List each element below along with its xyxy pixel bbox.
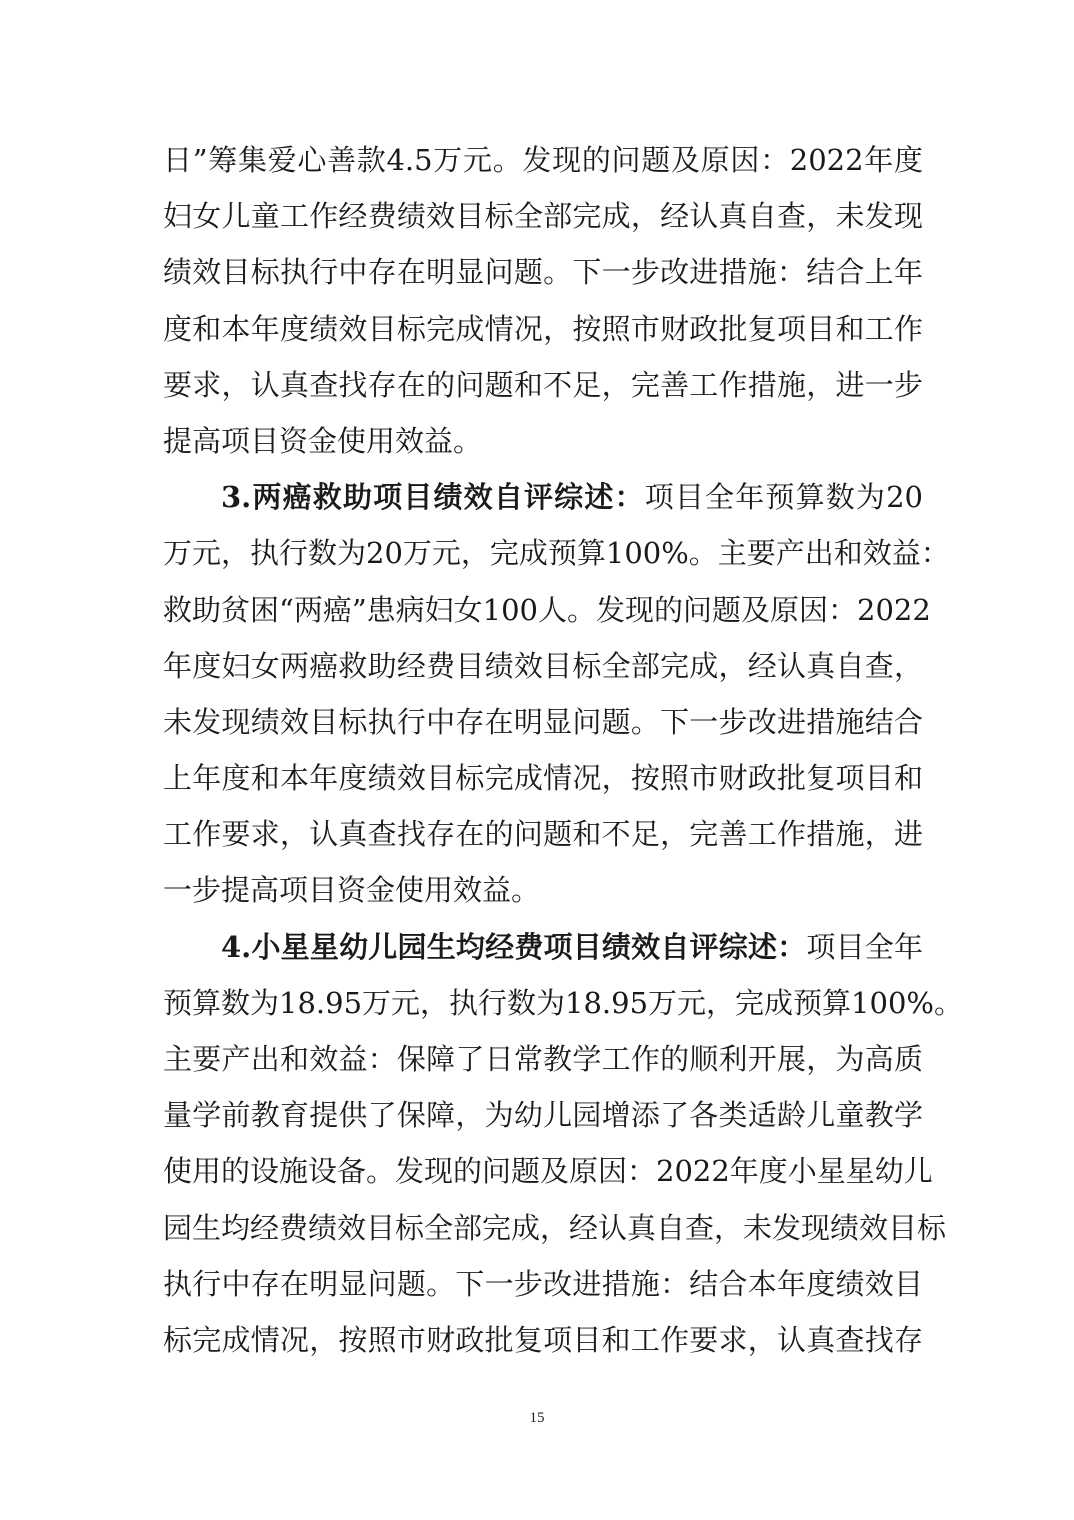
line-text: 量学前教育提供了保障，为幼儿园增添了各类适龄儿童教学 <box>163 1098 923 1133</box>
line-text: 提高项目资金使用效益。 <box>163 423 483 458</box>
text-line <box>163 975 963 1031</box>
text-line <box>163 1312 923 1368</box>
text-line <box>163 1143 933 1199</box>
line-text: 万元，执行数为20万元，完成预算100%。主要产出和效益： <box>163 536 950 571</box>
text-line <box>163 919 923 975</box>
line-text: 预算数为18.95万元，执行数为18.95万元，完成预算100%。 <box>163 985 963 1020</box>
text-line <box>163 469 923 525</box>
text-line <box>163 750 923 806</box>
text-line <box>163 357 923 413</box>
text-line <box>163 1256 923 1312</box>
line-text: 项目全年预算数为20 <box>644 480 923 515</box>
line-text: 年度妇女两癌救助经费目绩效目标全部完成，经认真自查， <box>163 648 923 683</box>
body-text <box>163 132 963 1368</box>
text-line <box>163 244 923 300</box>
text-line <box>163 413 923 469</box>
text-line <box>163 1031 923 1087</box>
line-text: 日”筹集爱心善款4.5万元。发现的问题及原因：2022年度 <box>163 143 923 177</box>
text-line <box>163 806 923 862</box>
text-line <box>163 188 923 244</box>
line-text: 标完成情况，按照市财政批复项目和工作要求，认真查找存 <box>163 1322 923 1357</box>
line-text: 项目全年 <box>806 929 923 964</box>
text-line <box>163 525 950 581</box>
text-line <box>163 694 923 750</box>
page-number: 15 <box>529 1410 545 1426</box>
line-text: 使用的设施设备。发现的问题及原因：2022年度小星星幼儿 <box>163 1154 933 1189</box>
line-text: 工作要求，认真查找存在的问题和不足，完善工作措施，进 <box>163 817 923 852</box>
text-line <box>163 1200 947 1256</box>
line-text: 园生均经费绩效目标全部完成，经认真自查，未发现绩效目标 <box>163 1210 947 1245</box>
text-line <box>163 301 923 357</box>
line-text: 一步提高项目资金使用效益。 <box>163 873 541 908</box>
text-line <box>163 638 923 694</box>
text-line <box>163 862 923 918</box>
line-text: 绩效目标执行中存在明显问题。下一步改进措施：结合上年 <box>163 255 923 290</box>
line-text: 主要产出和效益：保障了日常教学工作的顺利开展，为高质 <box>163 1042 923 1076</box>
text-line <box>163 1087 923 1143</box>
line-text: 未发现绩效目标执行中存在明显问题。下一步改进措施结合 <box>163 704 923 739</box>
line-text: 执行中存在明显问题。下一步改进措施：结合本年度绩效目 <box>163 1266 923 1301</box>
text-line <box>163 582 931 638</box>
line-text: 妇女儿童工作经费绩效目标全部完成，经认真自查，未发现 <box>163 199 923 234</box>
line-text: 救助贫困“两癌”患病妇女100人。发现的问题及原因：2022 <box>163 592 931 627</box>
line-text: 上年度和本年度绩效目标完成情况，按照市财政批复项目和 <box>163 761 923 796</box>
line-text: 度和本年度绩效目标完成情况，按照市财政批复项目和工作 <box>163 311 923 346</box>
section-heading: 3.两癌救助项目绩效自评综述： <box>221 480 645 515</box>
line-text: 要求，认真查找存在的问题和不足，完善工作措施，进一步 <box>163 367 923 402</box>
text-line <box>163 132 923 188</box>
section-heading: 4.小星星幼儿园生均经费项目绩效自评综述： <box>221 929 807 964</box>
